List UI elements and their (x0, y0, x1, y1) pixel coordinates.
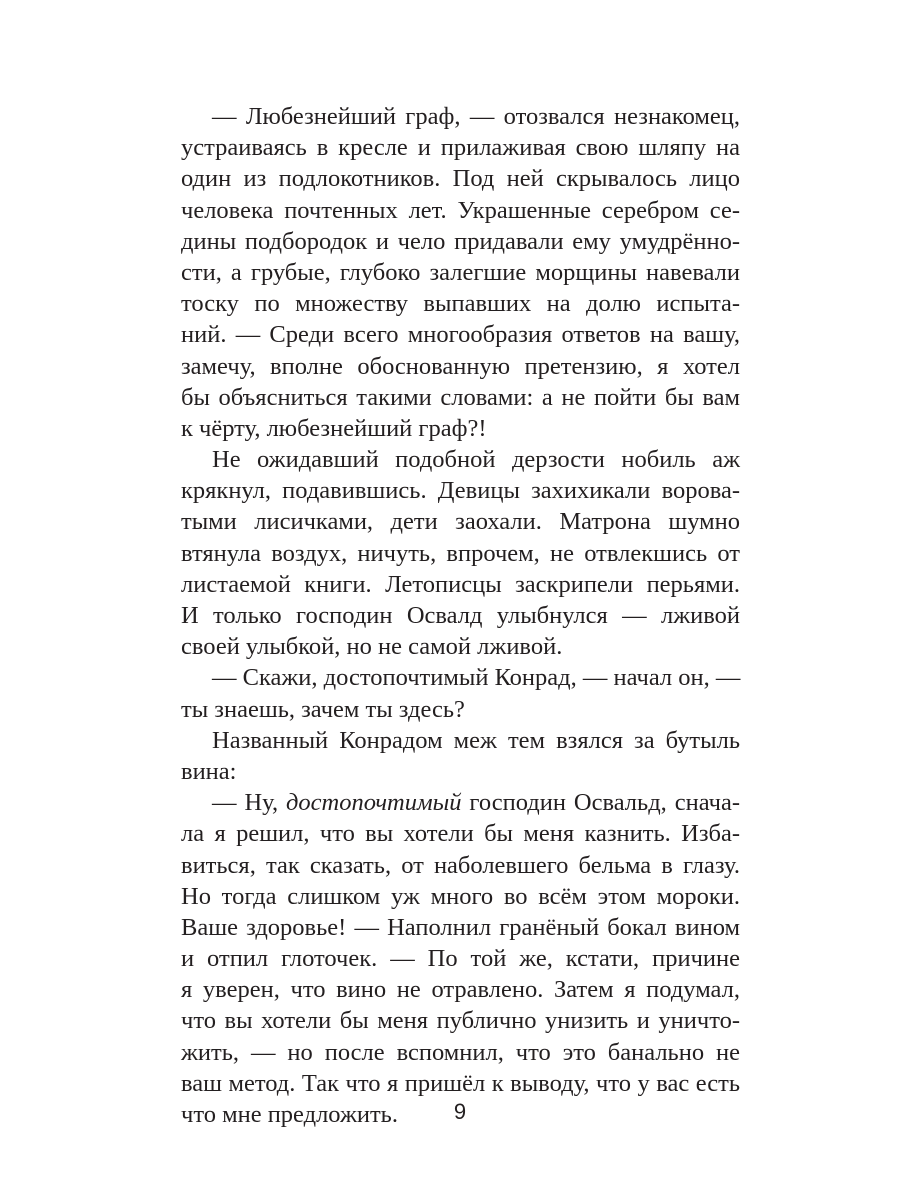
italic-text: достопочтимый (286, 789, 462, 817)
line-text: человека почтенных лет. Украшенные серебром се- (181, 196, 740, 224)
text-line (181, 506, 740, 537)
line-text: господин Освальд, снача- (461, 789, 740, 817)
text-line (181, 351, 740, 382)
line-text: — Любезнейший граф, — отозвался незнакомец, (212, 103, 740, 130)
text-line (181, 850, 740, 881)
paragraph (181, 444, 740, 662)
text-line (181, 787, 740, 818)
line-text: что вы хотели бы меня публично унизить и уничто- (181, 1007, 740, 1035)
line-text: я уверен, что вино не отравлено. Затем я подумал, (181, 976, 740, 1004)
text-line (181, 195, 740, 226)
line-text: дины подбородок и чело придавали ему умудрённо- (181, 227, 740, 255)
text-line (181, 943, 740, 974)
text-line (181, 226, 740, 257)
text-line (181, 569, 740, 600)
text-line (181, 600, 740, 631)
line-text: сти, а грубые, глубоко залегшие морщины навевали (181, 258, 740, 286)
line-text: Не ожидавший подобной дерзости нобиль аж (212, 446, 740, 474)
line-text: ваш метод. Так что я пришёл к выводу, что у вас есть (181, 1069, 740, 1097)
text-line (181, 538, 740, 569)
line-text: тыми лисичками, дети заохали. Матрона шумно (181, 508, 740, 536)
line-text: И только господин Освалд улыбнулся — лживой (181, 602, 740, 629)
text-line (181, 257, 740, 288)
page-number: 9 (453, 1099, 467, 1124)
text-line (181, 1005, 740, 1036)
text-line (181, 475, 740, 506)
text-line (181, 382, 740, 413)
line-text: — Ну, (212, 789, 287, 817)
line-text: ний. — Среди всего многообразия ответов на вашу, (181, 321, 740, 349)
text-line (181, 319, 740, 350)
line-text: бы объясниться такими словами: а не пойти бы вам (181, 383, 740, 411)
line-text: листаемой книги. Летописцы заскрипели перьями. (181, 570, 740, 598)
line-text: виться, так сказать, от наболевшего бельма в глазу. (181, 851, 740, 879)
text-line (181, 132, 740, 163)
text-line (181, 288, 740, 319)
text-line (181, 662, 740, 693)
line-text: Но тогда слишком уж много во всём этом мороки. (181, 882, 740, 910)
line-text: тоску по множеству выпавших на долю испыта- (181, 290, 740, 318)
line-text: к чёрту, любезнейший граф?! (181, 414, 487, 442)
text-line (181, 413, 740, 444)
text-line (181, 1037, 740, 1068)
line-text: ты знаешь, зачем ты здесь? (181, 695, 465, 723)
line-text: крякнул, подавившись. Девицы захихикали ворова- (181, 477, 740, 505)
line-text: устраиваясь в кресле и прилаживая свою шляпу на (181, 134, 740, 162)
line-text: Названный Конрадом меж тем взялся за бутыль (212, 726, 740, 754)
line-text: один из подлокотников. Под ней скрывалось лицо (181, 165, 740, 193)
paragraph (181, 787, 740, 1130)
paragraph (181, 725, 740, 787)
line-text: — Скажи, достопочтимый Конрад, — начал он, — (212, 664, 741, 692)
line-text: и отпил глоточек. — По той же, кстати, причине (181, 945, 740, 973)
line-text: ла я решил, что вы хотели бы меня казнить. Изба- (181, 820, 740, 848)
line-text: Ваше здоровье! — Наполнил гранёный бокал вином (181, 913, 740, 941)
text-line (181, 1068, 740, 1099)
text-line (181, 444, 740, 475)
line-text: своей улыбкой, но не самой лживой. (181, 633, 563, 661)
text-line (181, 912, 740, 943)
text-line (181, 881, 740, 912)
paragraph (181, 101, 740, 444)
line-text: замечу, вполне обоснованную претензию, я хотел (181, 352, 740, 380)
book-page-text (181, 101, 740, 1130)
line-text: что мне предложить. (181, 1101, 398, 1128)
text-line (181, 631, 740, 662)
text-line (181, 101, 740, 132)
text-line (181, 818, 740, 849)
text-line (181, 163, 740, 194)
text-line (181, 694, 740, 725)
line-text: втянула воздух, ничуть, впрочем, не отвлекшись от (181, 539, 740, 567)
paragraph (181, 662, 740, 724)
text-line (181, 756, 740, 787)
line-text: жить, — но после вспомнил, что это банально не (181, 1038, 740, 1066)
line-text: вина: (181, 757, 237, 785)
text-line (181, 974, 740, 1005)
text-line (181, 725, 740, 756)
